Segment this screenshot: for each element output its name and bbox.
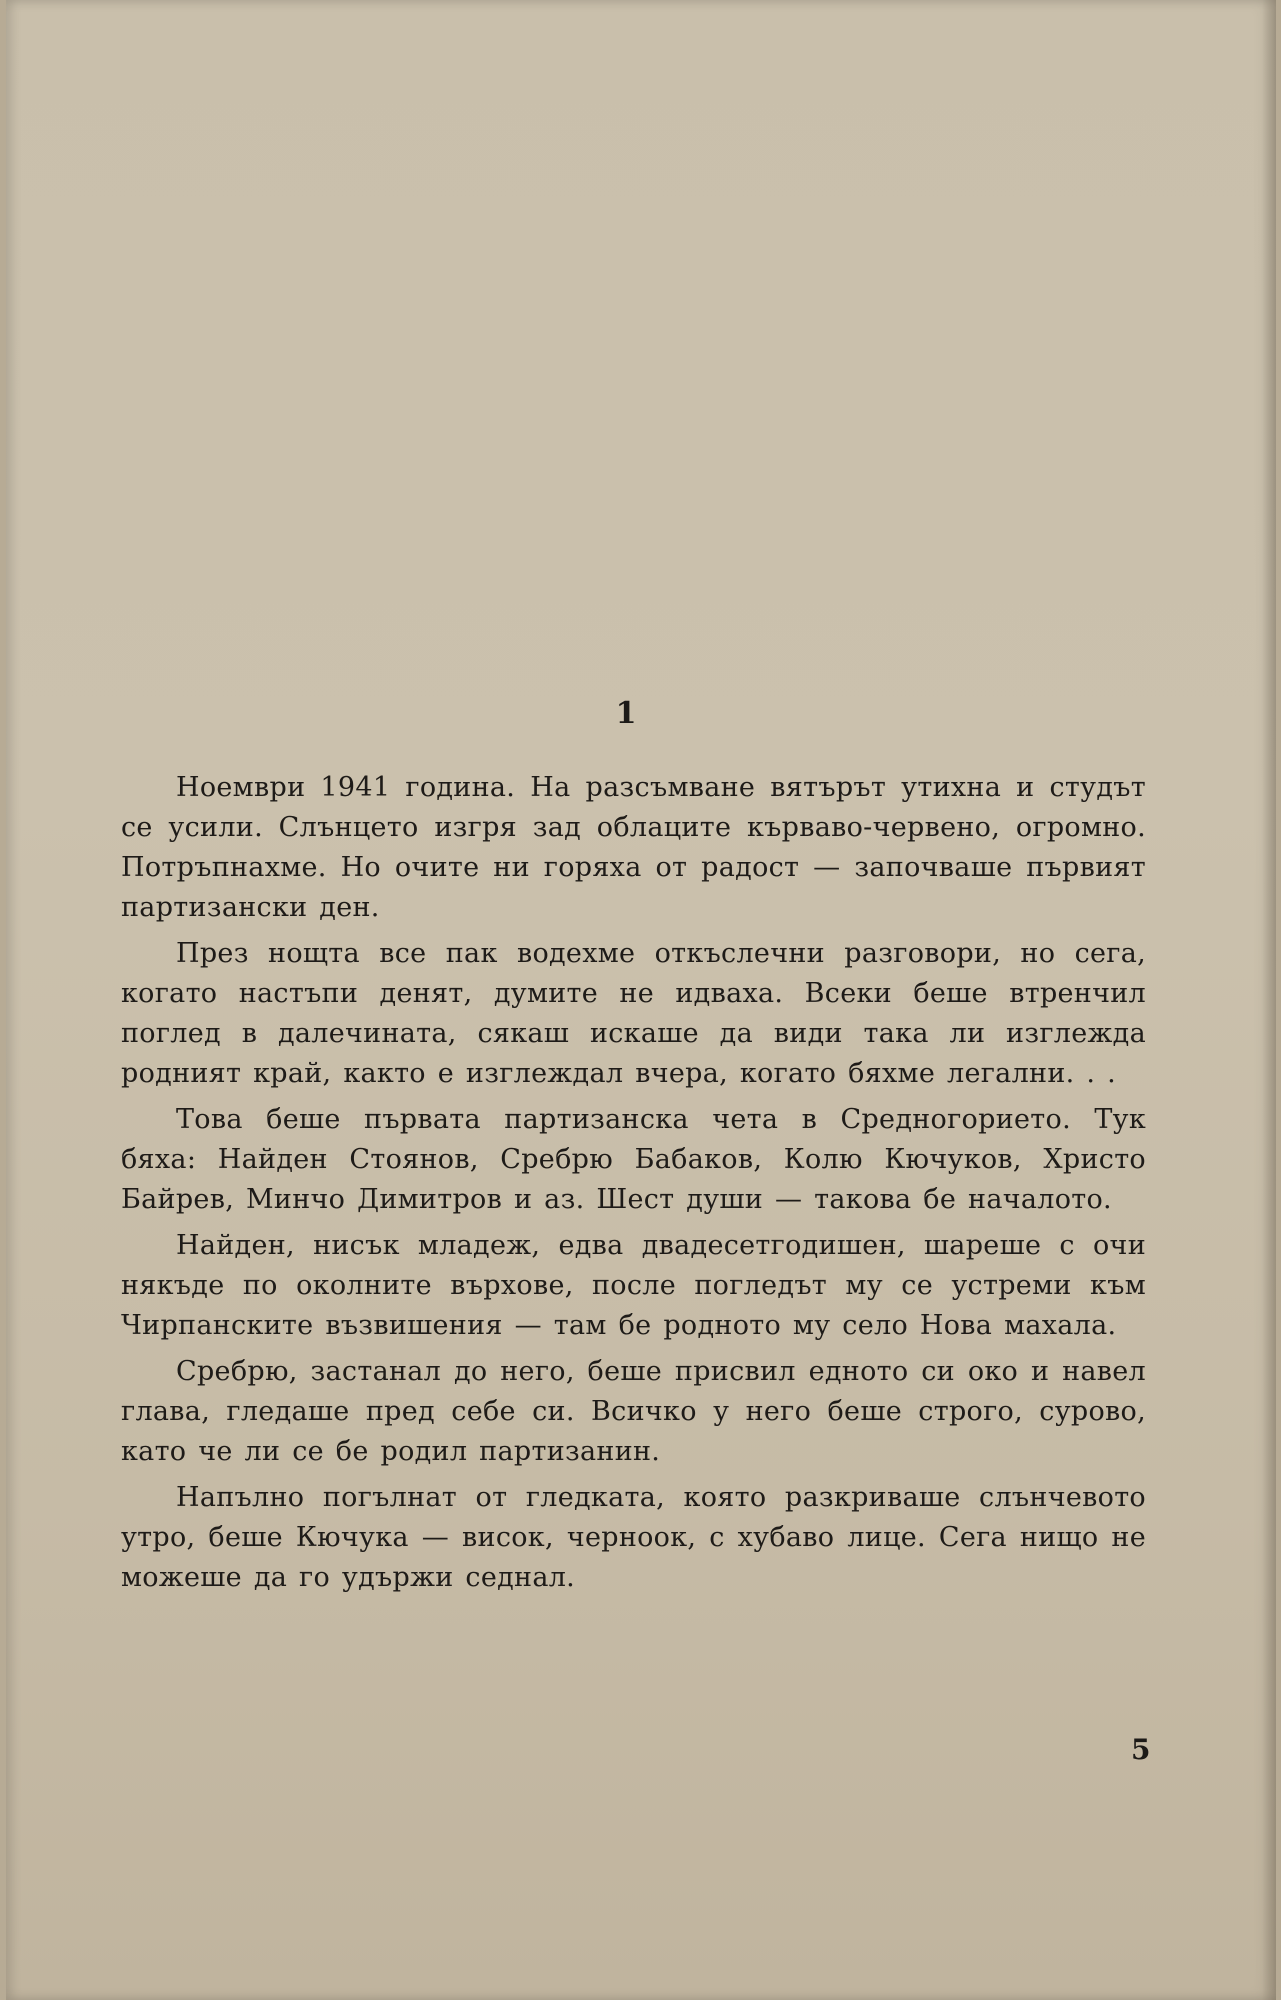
- paragraph: Напълно погълнат от гледката, която разкриваше слънчевото утро, беше Кючука — висок, черноок, с хубаво лице. Сега нищо не можеше да го удържи седнал.: [121, 1482, 1146, 1593]
- paragraph: През нощта все пак водехме откъслечни разговори, но сега, когато настъпи денят, думите не идваха. Всеки беше втренчил поглед в далечината, сякаш искаше да види така ли изглежда родният край, както е изглеждал вчера, когато бяхме легални. . .: [121, 938, 1146, 1089]
- book-page: [6, 0, 1276, 2000]
- page-number: 5: [1131, 1733, 1151, 1766]
- paragraph: Сребрю, застанал до него, беше присвил едното си око и навел глава, гледаше пред себе си. Всичко у него беше строго, сурово, като че ли се бе родил партизанин.: [121, 1356, 1146, 1467]
- body-text: [121, 768, 1146, 1604]
- paragraph: Ноември 1941 година. На разсъмване вятърът утихна и студът се усили. Слънцето изгря зад облаците кърваво-червено, огромно. Потръпнахме. Но очите ни горяха от радост — започваше първият партизански ден.: [121, 772, 1146, 923]
- chapter-number: 1: [615, 696, 637, 731]
- paragraph: Това беше първата партизанска чета в Средногорието. Тук бяха: Найден Стоянов, Сребрю Бабаков, Колю Кючуков, Христо Байрев, Минчо Димитров и аз. Шест души — такова бе началото.: [121, 1104, 1146, 1215]
- paragraph: Найден, нисък младеж, едва двадесетгодишен, шареше с очи някъде по околните върхове, после погледът му се устреми към Чирпанските възвишения — там бе родното му село Нова махала.: [121, 1230, 1146, 1341]
